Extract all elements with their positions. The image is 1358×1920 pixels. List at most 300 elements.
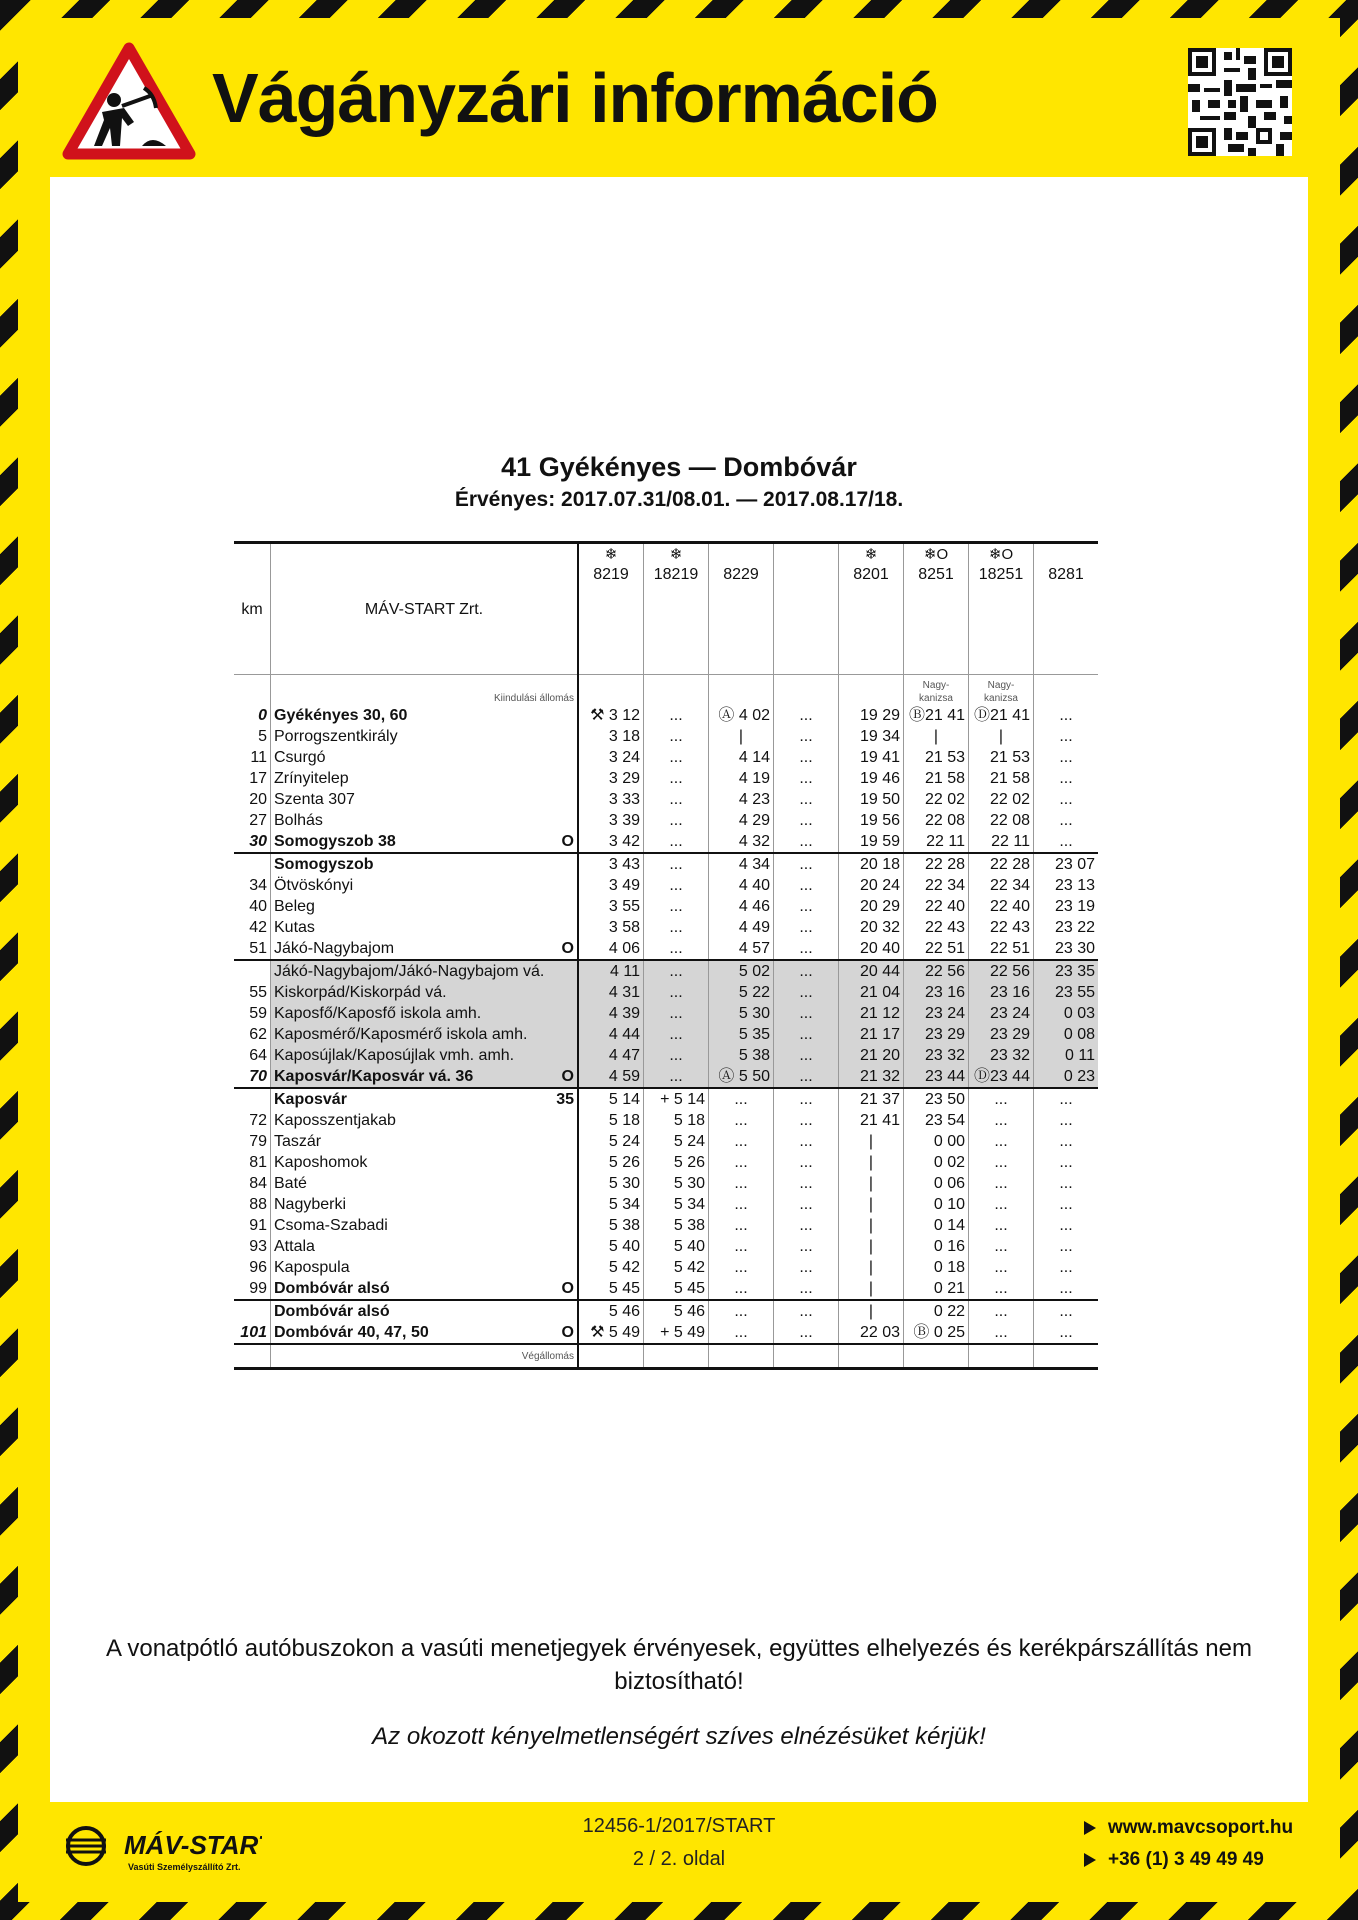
train-mark bbox=[712, 544, 770, 564]
station-name: Attala bbox=[274, 1238, 315, 1255]
train-column-header bbox=[969, 543, 1034, 675]
departure-time: 0 11 bbox=[1034, 1045, 1099, 1066]
departure-time: ... bbox=[774, 810, 839, 831]
departure-time: ... bbox=[644, 768, 709, 789]
departure-time: ... bbox=[969, 1215, 1034, 1236]
end-cell bbox=[839, 1344, 904, 1369]
station-cell-wrap bbox=[274, 1173, 574, 1194]
departure-time: ... bbox=[1034, 1300, 1099, 1322]
timetable-validity: Érvényes: 2017.07.31/08.01. — 2017.08.17/18. bbox=[454, 488, 904, 511]
departure-time: 22 56 bbox=[904, 960, 969, 982]
station-name: Csurgó bbox=[274, 749, 326, 766]
station-km: 27 bbox=[249, 812, 267, 829]
phone-link[interactable] bbox=[1084, 1844, 1293, 1876]
page-number: 2 / 2. oldal bbox=[632, 1848, 726, 1870]
train-mark: ❄ bbox=[864, 546, 878, 563]
timetable-row bbox=[234, 938, 1098, 960]
departure-time: 0 21 bbox=[904, 1278, 969, 1300]
station-km: 62 bbox=[249, 1026, 267, 1043]
departure-time: 0 18 bbox=[904, 1257, 969, 1278]
station-cell-wrap bbox=[274, 789, 574, 810]
departure-time: ... bbox=[709, 1322, 774, 1344]
departure-time: ... bbox=[1034, 1257, 1099, 1278]
departure-time: ... bbox=[709, 1257, 774, 1278]
station-name: Taszár bbox=[274, 1133, 322, 1150]
departure-time: ... bbox=[709, 1152, 774, 1173]
departure-time: ... bbox=[644, 1003, 709, 1024]
departure-time: 4 49 bbox=[709, 917, 774, 938]
station-mark: O bbox=[561, 1280, 574, 1297]
station-km: 70 bbox=[249, 1068, 267, 1085]
departure-time: 4 57 bbox=[709, 938, 774, 960]
notice-line-1: A vonatpótló autóbuszokon a vasúti menetjegyek érvényesek, együttes elhelyezés és kerékpárszállítás nem bbox=[106, 1635, 1252, 1662]
station-cell-wrap bbox=[274, 1089, 574, 1110]
departure-time: 20 32 bbox=[839, 917, 904, 938]
departure-time: ... bbox=[1034, 705, 1099, 726]
departure-time: ... bbox=[774, 768, 839, 789]
departure-time: ... bbox=[774, 1045, 839, 1066]
train-mark: ❄ bbox=[669, 546, 683, 563]
departure-time: ... bbox=[644, 875, 709, 896]
departure-time: 22 02 bbox=[969, 789, 1034, 810]
station-cell bbox=[271, 960, 579, 982]
station-cell-wrap bbox=[274, 854, 574, 875]
departure-time: ... bbox=[644, 1045, 709, 1066]
station-cell-wrap bbox=[274, 1278, 574, 1299]
end-cell bbox=[969, 1344, 1034, 1369]
train-origin bbox=[709, 675, 774, 706]
departure-time: 23 55 bbox=[1034, 982, 1099, 1003]
station-cell bbox=[271, 938, 579, 960]
departure-time: ... bbox=[774, 1215, 839, 1236]
phone-text[interactable]: +36 (1) 3 49 49 49 bbox=[1108, 1849, 1264, 1870]
station-name: Dombóvár 40, 47, 50 bbox=[274, 1324, 429, 1341]
notice-apology: Az okozott kényelmetlenségért szíves elnézésüket kérjük! bbox=[372, 1723, 986, 1750]
station-cell bbox=[271, 982, 579, 1003]
timetable-row bbox=[234, 1278, 1098, 1300]
departure-time: ... bbox=[709, 1215, 774, 1236]
departure-time: ... bbox=[1034, 810, 1099, 831]
station-name: Porrogszentkirály bbox=[274, 728, 398, 745]
station-km: 84 bbox=[249, 1175, 267, 1192]
departure-time: | bbox=[969, 726, 1034, 747]
timetable-row bbox=[234, 1131, 1098, 1152]
station-cell bbox=[271, 1257, 579, 1278]
train-origin: Nagy- kanizsa bbox=[969, 675, 1034, 706]
departure-time: ... bbox=[774, 1322, 839, 1344]
station-name: Jákó-Nagybajom bbox=[274, 940, 395, 957]
departure-time: Ⓐ 4 02 bbox=[709, 705, 774, 726]
departure-time: ... bbox=[644, 1024, 709, 1045]
departure-time: 19 34 bbox=[839, 726, 904, 747]
station-cell bbox=[271, 768, 579, 789]
timetable-row bbox=[234, 1045, 1098, 1066]
departure-time: ... bbox=[774, 1066, 839, 1088]
station-cell-wrap bbox=[274, 917, 574, 938]
train-column-header bbox=[709, 543, 774, 675]
station-cell-wrap bbox=[274, 875, 574, 896]
end-cell bbox=[774, 1344, 839, 1369]
km-header: km bbox=[234, 543, 271, 675]
departure-time: ... bbox=[1034, 726, 1099, 747]
departure-time: 20 40 bbox=[839, 938, 904, 960]
timetable-row bbox=[234, 1257, 1098, 1278]
departure-time: ... bbox=[644, 896, 709, 917]
departure-time: 22 11 bbox=[904, 831, 969, 853]
station-mark: O bbox=[561, 1068, 574, 1085]
departure-time: 5 42 bbox=[578, 1257, 644, 1278]
departure-time: ... bbox=[969, 1131, 1034, 1152]
departure-time: 4 29 bbox=[709, 810, 774, 831]
station-cell bbox=[271, 1236, 579, 1257]
departure-time: 22 11 bbox=[969, 831, 1034, 853]
departure-time: ... bbox=[1034, 1236, 1099, 1257]
departure-time: 21 53 bbox=[969, 747, 1034, 768]
page-title: Vágányzári információ bbox=[212, 59, 938, 137]
departure-time: 3 39 bbox=[578, 810, 644, 831]
origin-label: Kiindulási állomás bbox=[271, 675, 579, 706]
station-cell-wrap bbox=[274, 1003, 574, 1024]
departure-time: ... bbox=[1034, 1194, 1099, 1215]
train-origin bbox=[644, 675, 709, 706]
station-km: 11 bbox=[250, 749, 267, 766]
departure-time: ... bbox=[774, 875, 839, 896]
end-km-cell bbox=[234, 1344, 271, 1369]
station-km: 79 bbox=[249, 1133, 267, 1150]
timetable-row bbox=[234, 726, 1098, 747]
departure-time: ... bbox=[774, 1173, 839, 1194]
departure-time: 4 31 bbox=[578, 982, 644, 1003]
departure-time: 22 43 bbox=[969, 917, 1034, 938]
departure-time: 23 16 bbox=[969, 982, 1034, 1003]
departure-time: 21 04 bbox=[839, 982, 904, 1003]
departure-time: 22 08 bbox=[969, 810, 1034, 831]
station-km bbox=[234, 960, 271, 982]
departure-time: 23 29 bbox=[904, 1024, 969, 1045]
notice-line-2: biztosítható! bbox=[614, 1668, 744, 1695]
station-km: 81 bbox=[249, 1154, 267, 1171]
station-cell bbox=[271, 1003, 579, 1024]
station-cell bbox=[271, 1024, 579, 1045]
departure-time: 4 34 bbox=[709, 853, 774, 875]
departure-time: 3 42 bbox=[578, 831, 644, 853]
departure-time: 19 41 bbox=[839, 747, 904, 768]
origin-km-cell bbox=[234, 675, 271, 706]
departure-time: ... bbox=[774, 1278, 839, 1300]
departure-time: ... bbox=[644, 960, 709, 982]
station-mark: O bbox=[561, 833, 574, 850]
station-km: 17 bbox=[249, 770, 267, 787]
departure-time: ... bbox=[644, 726, 709, 747]
departure-time: 23 54 bbox=[904, 1110, 969, 1131]
departure-time: 19 59 bbox=[839, 831, 904, 853]
station-cell bbox=[271, 1045, 579, 1066]
departure-time: 3 58 bbox=[578, 917, 644, 938]
departure-time: 3 33 bbox=[578, 789, 644, 810]
departure-time: 5 38 bbox=[578, 1215, 644, 1236]
departure-time: 5 42 bbox=[644, 1257, 709, 1278]
departure-time: 4 14 bbox=[709, 747, 774, 768]
station-km: 34 bbox=[249, 877, 267, 894]
departure-time: ... bbox=[774, 1088, 839, 1110]
departure-time: ... bbox=[969, 1278, 1034, 1300]
timetable-row bbox=[234, 853, 1098, 875]
departure-time: ... bbox=[774, 960, 839, 982]
departure-time: ... bbox=[774, 982, 839, 1003]
departure-time: ... bbox=[774, 747, 839, 768]
departure-time: 3 43 bbox=[578, 853, 644, 875]
train-origin bbox=[774, 675, 839, 706]
station-name: Szenta 307 bbox=[274, 791, 355, 808]
station-cell bbox=[271, 1152, 579, 1173]
departure-time: Ⓐ 5 50 bbox=[709, 1066, 774, 1088]
departure-time: 5 40 bbox=[644, 1236, 709, 1257]
station-cell bbox=[271, 1300, 579, 1322]
timetable-row bbox=[234, 810, 1098, 831]
timetable-row bbox=[234, 1110, 1098, 1131]
departure-time: | bbox=[839, 1152, 904, 1173]
station-cell-wrap bbox=[274, 896, 574, 917]
train-mark: ❄O bbox=[988, 546, 1014, 563]
station-name: Dombóvár alsó bbox=[274, 1303, 390, 1320]
station-km bbox=[234, 1300, 271, 1322]
departure-time: Ⓑ21 41 bbox=[904, 705, 969, 726]
station-cell-wrap bbox=[274, 1322, 574, 1343]
departure-time: 4 06 bbox=[578, 938, 644, 960]
arrow-icon bbox=[1084, 1853, 1096, 1867]
website-text[interactable]: www.mavcsoport.hu bbox=[1108, 1817, 1294, 1838]
departure-time: 23 30 bbox=[1034, 938, 1099, 960]
website-link[interactable] bbox=[1084, 1812, 1293, 1844]
station-cell-wrap bbox=[274, 1215, 574, 1236]
departure-time: 0 06 bbox=[904, 1173, 969, 1194]
departure-time: ... bbox=[1034, 789, 1099, 810]
train-mark: ❄O bbox=[923, 546, 949, 563]
departure-time: 23 32 bbox=[904, 1045, 969, 1066]
departure-time: ... bbox=[969, 1088, 1034, 1110]
departure-time: 21 32 bbox=[839, 1066, 904, 1088]
departure-time: 4 23 bbox=[709, 789, 774, 810]
departure-time: ... bbox=[969, 1322, 1034, 1344]
departure-time: 3 24 bbox=[578, 747, 644, 768]
station-cell bbox=[271, 1173, 579, 1194]
train-origin bbox=[1034, 675, 1099, 706]
departure-time: 19 56 bbox=[839, 810, 904, 831]
departure-time: ... bbox=[1034, 768, 1099, 789]
departure-time: 22 03 bbox=[839, 1322, 904, 1344]
departure-time: 0 14 bbox=[904, 1215, 969, 1236]
train-column-header bbox=[1034, 543, 1099, 675]
departure-time: 5 34 bbox=[578, 1194, 644, 1215]
station-km bbox=[234, 1088, 271, 1110]
station-name: Baté bbox=[274, 1175, 307, 1192]
departure-time: ⚒ 3 12 bbox=[578, 705, 644, 726]
station-name: Kaposszentjakab bbox=[274, 1112, 396, 1129]
departure-time: 20 44 bbox=[839, 960, 904, 982]
departure-time: ... bbox=[644, 1066, 709, 1088]
station-cell bbox=[271, 1322, 579, 1344]
departure-time: 0 10 bbox=[904, 1194, 969, 1215]
departure-time: Ⓓ23 44 bbox=[969, 1066, 1034, 1088]
departure-time: 21 12 bbox=[839, 1003, 904, 1024]
station-cell bbox=[271, 1215, 579, 1236]
end-cell bbox=[709, 1344, 774, 1369]
departure-time: 4 40 bbox=[709, 875, 774, 896]
station-km: 96 bbox=[249, 1259, 267, 1276]
station-cell-wrap bbox=[274, 747, 574, 768]
departure-time: 5 34 bbox=[644, 1194, 709, 1215]
timetable-row bbox=[234, 705, 1098, 726]
station-km: 42 bbox=[249, 919, 267, 936]
departure-time: 22 02 bbox=[904, 789, 969, 810]
departure-time: ... bbox=[774, 1300, 839, 1322]
train-column-header bbox=[644, 543, 709, 675]
station-cell-wrap bbox=[274, 1301, 574, 1322]
timetable bbox=[234, 541, 1098, 1370]
station-name: Kaposhomok bbox=[274, 1154, 368, 1171]
departure-time: ... bbox=[774, 1236, 839, 1257]
station-km: 20 bbox=[249, 791, 267, 808]
station-cell-wrap bbox=[274, 1024, 574, 1045]
station-cell bbox=[271, 1278, 579, 1300]
qr-code-icon[interactable] bbox=[1188, 48, 1292, 156]
station-km bbox=[234, 853, 271, 875]
departure-time: + 5 14 bbox=[644, 1088, 709, 1110]
departure-time: 22 08 bbox=[904, 810, 969, 831]
timetable-title: 41 Gyékényes — Dombóvár bbox=[501, 452, 857, 482]
timetable-row bbox=[234, 768, 1098, 789]
departure-time: 21 41 bbox=[839, 1110, 904, 1131]
departure-time: 4 39 bbox=[578, 1003, 644, 1024]
station-name: Nagyberki bbox=[274, 1196, 347, 1213]
departure-time: 23 24 bbox=[969, 1003, 1034, 1024]
station-cell-wrap bbox=[274, 768, 574, 789]
departure-time: 22 51 bbox=[904, 938, 969, 960]
departure-time: 21 53 bbox=[904, 747, 969, 768]
station-cell bbox=[271, 917, 579, 938]
departure-time: 4 46 bbox=[709, 896, 774, 917]
timetable-row bbox=[234, 1215, 1098, 1236]
departure-time: | bbox=[839, 1131, 904, 1152]
departure-time: ... bbox=[969, 1173, 1034, 1194]
departure-time: ... bbox=[709, 1110, 774, 1131]
departure-time: 3 18 bbox=[578, 726, 644, 747]
departure-time: ... bbox=[644, 831, 709, 853]
brand-name: MÁV-START bbox=[124, 1830, 262, 1860]
station-cell bbox=[271, 1194, 579, 1215]
station-km: 91 bbox=[249, 1217, 267, 1234]
train-origin: Nagy- kanizsa bbox=[904, 675, 969, 706]
station-km: 40 bbox=[249, 898, 267, 915]
train-origin bbox=[839, 675, 904, 706]
train-number: 18219 bbox=[653, 566, 699, 583]
train-column-header bbox=[774, 543, 839, 675]
departure-time: ... bbox=[1034, 1110, 1099, 1131]
station-cell bbox=[271, 747, 579, 768]
departure-time: Ⓑ 0 25 bbox=[904, 1322, 969, 1344]
departure-time: ... bbox=[709, 1131, 774, 1152]
departure-time: ... bbox=[774, 1257, 839, 1278]
departure-time: 5 40 bbox=[578, 1236, 644, 1257]
departure-time: 23 16 bbox=[904, 982, 969, 1003]
departure-time: ... bbox=[644, 789, 709, 810]
departure-time: | bbox=[839, 1194, 904, 1215]
departure-time: ... bbox=[774, 1024, 839, 1045]
brand-subtitle: Vasúti Személyszállító Zrt. bbox=[128, 1862, 241, 1872]
departure-time: ... bbox=[1034, 1278, 1099, 1300]
departure-time: 22 51 bbox=[969, 938, 1034, 960]
departure-time: 5 46 bbox=[578, 1300, 644, 1322]
departure-time: 21 58 bbox=[904, 768, 969, 789]
timetable-row bbox=[234, 789, 1098, 810]
train-column-header bbox=[904, 543, 969, 675]
station-cell bbox=[271, 726, 579, 747]
departure-time: ... bbox=[969, 1152, 1034, 1173]
departure-time: 5 18 bbox=[578, 1110, 644, 1131]
station-km: 72 bbox=[249, 1112, 267, 1129]
departure-time: 21 37 bbox=[839, 1088, 904, 1110]
departure-time: 4 44 bbox=[578, 1024, 644, 1045]
departure-time: 23 35 bbox=[1034, 960, 1099, 982]
departure-time: ... bbox=[774, 917, 839, 938]
train-column-header bbox=[578, 543, 644, 675]
timetable-row bbox=[234, 875, 1098, 896]
station-name: Kaposvár/Kaposvár vá. 36 bbox=[274, 1068, 474, 1085]
station-name: Kapospula bbox=[274, 1259, 350, 1276]
departure-time: ... bbox=[774, 896, 839, 917]
departure-time: ⚒ 5 49 bbox=[578, 1322, 644, 1344]
departure-time: 23 44 bbox=[904, 1066, 969, 1088]
departure-time: 22 28 bbox=[904, 853, 969, 875]
departure-time: | bbox=[904, 726, 969, 747]
end-cell bbox=[578, 1344, 644, 1369]
end-label: Végállomás bbox=[271, 1344, 579, 1369]
departure-time: ... bbox=[709, 1173, 774, 1194]
departure-time: 4 19 bbox=[709, 768, 774, 789]
train-number: 8251 bbox=[918, 566, 954, 583]
departure-time: 5 22 bbox=[709, 982, 774, 1003]
departure-time: | bbox=[839, 1257, 904, 1278]
departure-time: + 5 49 bbox=[644, 1322, 709, 1344]
station-cell bbox=[271, 831, 579, 853]
train-number: 8281 bbox=[1048, 566, 1084, 583]
train-column-header bbox=[839, 543, 904, 675]
departure-time: 22 34 bbox=[904, 875, 969, 896]
timetable-row bbox=[234, 1322, 1098, 1344]
departure-time: 23 07 bbox=[1034, 853, 1099, 875]
departure-time: 5 26 bbox=[644, 1152, 709, 1173]
train-number: 8201 bbox=[853, 566, 889, 583]
departure-time: | bbox=[709, 726, 774, 747]
departure-time: ... bbox=[1034, 1215, 1099, 1236]
station-name: Kaposújlak/Kaposújlak vmh. amh. bbox=[274, 1047, 515, 1064]
timetable-row bbox=[234, 982, 1098, 1003]
departure-time: ... bbox=[1034, 831, 1099, 853]
departure-time: ... bbox=[1034, 1131, 1099, 1152]
departure-time: ... bbox=[969, 1300, 1034, 1322]
departure-time: ... bbox=[774, 1194, 839, 1215]
timetable-row bbox=[234, 960, 1098, 982]
station-cell-wrap bbox=[274, 982, 574, 1003]
timetable-row bbox=[234, 1003, 1098, 1024]
station-cell-wrap bbox=[274, 961, 574, 982]
departure-time: | bbox=[839, 1278, 904, 1300]
station-cell-wrap bbox=[274, 1236, 574, 1257]
train-number: 18251 bbox=[978, 566, 1024, 583]
departure-time: ... bbox=[774, 1131, 839, 1152]
departure-time: 23 50 bbox=[904, 1088, 969, 1110]
departure-time: 5 38 bbox=[644, 1215, 709, 1236]
